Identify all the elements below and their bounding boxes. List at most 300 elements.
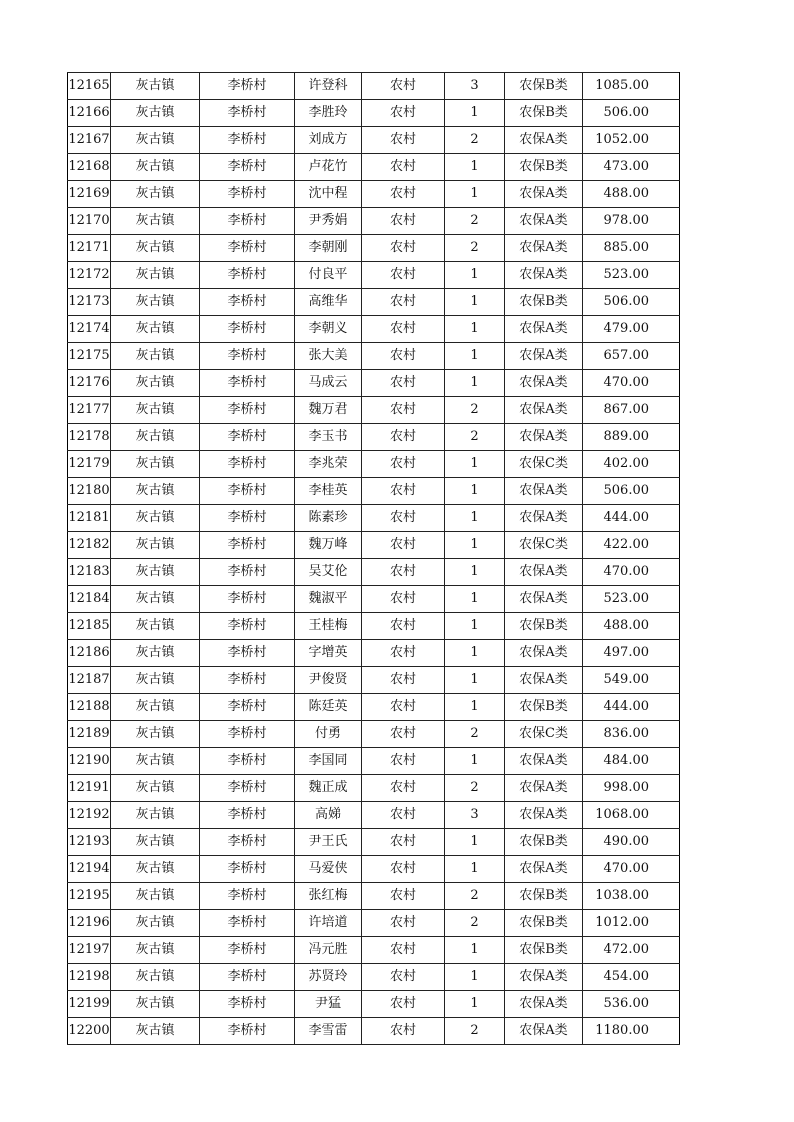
cell-amount: 470.00 (583, 856, 680, 883)
cell-village: 李桥村 (200, 397, 295, 424)
cell-insurance-category: 农保A类 (505, 343, 583, 370)
cell-household-size: 1 (445, 694, 505, 721)
cell-village: 李桥村 (200, 478, 295, 505)
cell-area-type: 农村 (362, 721, 445, 748)
cell-village: 李桥村 (200, 343, 295, 370)
cell-insurance-category: 农保A类 (505, 586, 583, 613)
cell-household-size: 3 (445, 73, 505, 100)
cell-village: 李桥村 (200, 1018, 295, 1045)
cell-household-size: 1 (445, 262, 505, 289)
cell-insurance-category: 农保A类 (505, 802, 583, 829)
cell-name: 李雪雷 (295, 1018, 362, 1045)
cell-name: 张红梅 (295, 883, 362, 910)
cell-village: 李桥村 (200, 424, 295, 451)
cell-town: 灰古镇 (111, 667, 200, 694)
cell-name: 付良平 (295, 262, 362, 289)
table-row (68, 991, 680, 1018)
cell-row-number: 12168 (68, 154, 111, 181)
cell-household-size: 2 (445, 235, 505, 262)
cell-area-type: 农村 (362, 127, 445, 154)
cell-name: 魏万峰 (295, 532, 362, 559)
cell-name: 李朝刚 (295, 235, 362, 262)
cell-village: 李桥村 (200, 775, 295, 802)
cell-town: 灰古镇 (111, 532, 200, 559)
cell-area-type: 农村 (362, 451, 445, 478)
cell-amount: 444.00 (583, 694, 680, 721)
cell-name: 许培道 (295, 910, 362, 937)
table-row (68, 397, 680, 424)
cell-row-number: 12198 (68, 964, 111, 991)
cell-area-type: 农村 (362, 775, 445, 802)
cell-row-number: 12187 (68, 667, 111, 694)
cell-town: 灰古镇 (111, 775, 200, 802)
cell-name: 字增英 (295, 640, 362, 667)
cell-household-size: 1 (445, 937, 505, 964)
cell-name: 尹猛 (295, 991, 362, 1018)
cell-amount: 657.00 (583, 343, 680, 370)
table-row (68, 964, 680, 991)
cell-amount: 1085.00 (583, 73, 680, 100)
cell-town: 灰古镇 (111, 856, 200, 883)
cell-amount: 885.00 (583, 235, 680, 262)
cell-household-size: 2 (445, 424, 505, 451)
cell-insurance-category: 农保A类 (505, 505, 583, 532)
table-row (68, 856, 680, 883)
table-row (68, 640, 680, 667)
cell-household-size: 2 (445, 775, 505, 802)
cell-row-number: 12178 (68, 424, 111, 451)
cell-insurance-category: 农保B类 (505, 883, 583, 910)
cell-insurance-category: 农保A类 (505, 181, 583, 208)
table-row (68, 802, 680, 829)
cell-town: 灰古镇 (111, 640, 200, 667)
cell-village: 李桥村 (200, 505, 295, 532)
cell-household-size: 2 (445, 1018, 505, 1045)
cell-name: 刘成方 (295, 127, 362, 154)
cell-amount: 422.00 (583, 532, 680, 559)
cell-amount: 473.00 (583, 154, 680, 181)
cell-name: 尹秀娟 (295, 208, 362, 235)
cell-insurance-category: 农保B类 (505, 100, 583, 127)
cell-amount: 523.00 (583, 262, 680, 289)
cell-insurance-category: 农保A类 (505, 1018, 583, 1045)
cell-area-type: 农村 (362, 532, 445, 559)
cell-area-type: 农村 (362, 748, 445, 775)
cell-area-type: 农村 (362, 802, 445, 829)
cell-name: 李胜玲 (295, 100, 362, 127)
cell-town: 灰古镇 (111, 73, 200, 100)
cell-insurance-category: 农保B类 (505, 829, 583, 856)
cell-row-number: 12165 (68, 73, 111, 100)
table-row (68, 937, 680, 964)
cell-village: 李桥村 (200, 802, 295, 829)
cell-insurance-category: 农保A类 (505, 856, 583, 883)
table-row (68, 289, 680, 316)
cell-name: 陈素珍 (295, 505, 362, 532)
cell-row-number: 12196 (68, 910, 111, 937)
cell-household-size: 1 (445, 505, 505, 532)
cell-village: 李桥村 (200, 694, 295, 721)
cell-town: 灰古镇 (111, 613, 200, 640)
table-row (68, 73, 680, 100)
cell-amount: 836.00 (583, 721, 680, 748)
cell-row-number: 12170 (68, 208, 111, 235)
cell-household-size: 1 (445, 478, 505, 505)
cell-name: 陈廷英 (295, 694, 362, 721)
cell-amount: 484.00 (583, 748, 680, 775)
cell-insurance-category: 农保C类 (505, 721, 583, 748)
cell-town: 灰古镇 (111, 451, 200, 478)
cell-area-type: 农村 (362, 964, 445, 991)
table-row (68, 667, 680, 694)
cell-area-type: 农村 (362, 937, 445, 964)
cell-village: 李桥村 (200, 127, 295, 154)
cell-village: 李桥村 (200, 73, 295, 100)
cell-town: 灰古镇 (111, 721, 200, 748)
cell-row-number: 12176 (68, 370, 111, 397)
cell-village: 李桥村 (200, 100, 295, 127)
cell-town: 灰古镇 (111, 964, 200, 991)
cell-household-size: 1 (445, 667, 505, 694)
cell-row-number: 12191 (68, 775, 111, 802)
cell-area-type: 农村 (362, 1018, 445, 1045)
cell-household-size: 1 (445, 316, 505, 343)
table-row (68, 316, 680, 343)
cell-name: 尹俊贤 (295, 667, 362, 694)
cell-household-size: 1 (445, 613, 505, 640)
cell-village: 李桥村 (200, 316, 295, 343)
cell-area-type: 农村 (362, 154, 445, 181)
cell-area-type: 农村 (362, 694, 445, 721)
cell-town: 灰古镇 (111, 181, 200, 208)
cell-row-number: 12177 (68, 397, 111, 424)
cell-insurance-category: 农保B类 (505, 694, 583, 721)
cell-household-size: 1 (445, 343, 505, 370)
cell-row-number: 12194 (68, 856, 111, 883)
cell-household-size: 2 (445, 208, 505, 235)
cell-row-number: 12186 (68, 640, 111, 667)
cell-area-type: 农村 (362, 424, 445, 451)
cell-amount: 454.00 (583, 964, 680, 991)
cell-village: 李桥村 (200, 640, 295, 667)
cell-area-type: 农村 (362, 640, 445, 667)
cell-amount: 1012.00 (583, 910, 680, 937)
cell-insurance-category: 农保C类 (505, 532, 583, 559)
cell-row-number: 12197 (68, 937, 111, 964)
cell-household-size: 3 (445, 802, 505, 829)
cell-area-type: 农村 (362, 343, 445, 370)
cell-name: 卢花竹 (295, 154, 362, 181)
cell-town: 灰古镇 (111, 343, 200, 370)
cell-area-type: 农村 (362, 370, 445, 397)
cell-insurance-category: 农保A类 (505, 370, 583, 397)
table-row (68, 910, 680, 937)
cell-village: 李桥村 (200, 883, 295, 910)
cell-row-number: 12169 (68, 181, 111, 208)
cell-insurance-category: 农保A类 (505, 397, 583, 424)
cell-village: 李桥村 (200, 856, 295, 883)
cell-amount: 1068.00 (583, 802, 680, 829)
cell-area-type: 农村 (362, 289, 445, 316)
cell-area-type: 农村 (362, 856, 445, 883)
cell-village: 李桥村 (200, 154, 295, 181)
cell-row-number: 12180 (68, 478, 111, 505)
cell-insurance-category: 农保A类 (505, 991, 583, 1018)
cell-household-size: 1 (445, 586, 505, 613)
table-row (68, 127, 680, 154)
cell-name: 魏正成 (295, 775, 362, 802)
cell-village: 李桥村 (200, 829, 295, 856)
cell-village: 李桥村 (200, 937, 295, 964)
cell-town: 灰古镇 (111, 208, 200, 235)
cell-town: 灰古镇 (111, 505, 200, 532)
relief-roster-table (67, 72, 680, 1045)
cell-row-number: 12172 (68, 262, 111, 289)
table-row (68, 235, 680, 262)
cell-name: 付勇 (295, 721, 362, 748)
cell-amount: 506.00 (583, 478, 680, 505)
cell-insurance-category: 农保B类 (505, 613, 583, 640)
cell-area-type: 农村 (362, 181, 445, 208)
cell-village: 李桥村 (200, 559, 295, 586)
cell-town: 灰古镇 (111, 316, 200, 343)
cell-household-size: 1 (445, 532, 505, 559)
cell-area-type: 农村 (362, 397, 445, 424)
cell-insurance-category: 农保A类 (505, 667, 583, 694)
cell-amount: 1052.00 (583, 127, 680, 154)
cell-insurance-category: 农保A类 (505, 964, 583, 991)
cell-area-type: 农村 (362, 73, 445, 100)
cell-amount: 506.00 (583, 100, 680, 127)
cell-row-number: 12174 (68, 316, 111, 343)
cell-name: 许登科 (295, 73, 362, 100)
cell-area-type: 农村 (362, 586, 445, 613)
table-row (68, 775, 680, 802)
cell-row-number: 12175 (68, 343, 111, 370)
cell-row-number: 12173 (68, 289, 111, 316)
table-row (68, 505, 680, 532)
cell-village: 李桥村 (200, 532, 295, 559)
cell-insurance-category: 农保A类 (505, 559, 583, 586)
cell-town: 灰古镇 (111, 559, 200, 586)
cell-amount: 1180.00 (583, 1018, 680, 1045)
cell-insurance-category: 农保A类 (505, 775, 583, 802)
cell-name: 尹王氏 (295, 829, 362, 856)
cell-amount: 536.00 (583, 991, 680, 1018)
cell-area-type: 农村 (362, 667, 445, 694)
cell-town: 灰古镇 (111, 937, 200, 964)
table-row (68, 559, 680, 586)
table-body (68, 73, 680, 1045)
cell-area-type: 农村 (362, 613, 445, 640)
cell-household-size: 2 (445, 883, 505, 910)
cell-town: 灰古镇 (111, 1018, 200, 1045)
cell-insurance-category: 农保B类 (505, 154, 583, 181)
cell-amount: 444.00 (583, 505, 680, 532)
cell-village: 李桥村 (200, 586, 295, 613)
cell-insurance-category: 农保A类 (505, 640, 583, 667)
table-row (68, 451, 680, 478)
cell-amount: 402.00 (583, 451, 680, 478)
cell-insurance-category: 农保A类 (505, 478, 583, 505)
table-row (68, 1018, 680, 1045)
cell-insurance-category: 农保A类 (505, 127, 583, 154)
cell-name: 马爱侠 (295, 856, 362, 883)
cell-amount: 479.00 (583, 316, 680, 343)
cell-name: 冯元胜 (295, 937, 362, 964)
cell-name: 李桂英 (295, 478, 362, 505)
cell-area-type: 农村 (362, 316, 445, 343)
cell-name: 王桂梅 (295, 613, 362, 640)
cell-household-size: 1 (445, 559, 505, 586)
cell-row-number: 12185 (68, 613, 111, 640)
cell-household-size: 1 (445, 991, 505, 1018)
cell-amount: 488.00 (583, 181, 680, 208)
table-row (68, 154, 680, 181)
cell-household-size: 2 (445, 721, 505, 748)
cell-amount: 1038.00 (583, 883, 680, 910)
cell-household-size: 1 (445, 289, 505, 316)
table-row (68, 343, 680, 370)
cell-household-size: 1 (445, 451, 505, 478)
cell-village: 李桥村 (200, 370, 295, 397)
cell-area-type: 农村 (362, 883, 445, 910)
cell-name: 沈中程 (295, 181, 362, 208)
cell-row-number: 12189 (68, 721, 111, 748)
cell-name: 高娣 (295, 802, 362, 829)
cell-insurance-category: 农保C类 (505, 451, 583, 478)
table-row (68, 424, 680, 451)
cell-amount: 497.00 (583, 640, 680, 667)
cell-area-type: 农村 (362, 208, 445, 235)
table-row (68, 370, 680, 397)
cell-row-number: 12195 (68, 883, 111, 910)
cell-village: 李桥村 (200, 721, 295, 748)
cell-household-size: 1 (445, 748, 505, 775)
cell-insurance-category: 农保A类 (505, 262, 583, 289)
cell-area-type: 农村 (362, 235, 445, 262)
table-row (68, 748, 680, 775)
table-row (68, 586, 680, 613)
cell-town: 灰古镇 (111, 397, 200, 424)
cell-village: 李桥村 (200, 289, 295, 316)
cell-town: 灰古镇 (111, 289, 200, 316)
cell-town: 灰古镇 (111, 100, 200, 127)
cell-insurance-category: 农保B类 (505, 937, 583, 964)
cell-amount: 978.00 (583, 208, 680, 235)
cell-amount: 867.00 (583, 397, 680, 424)
cell-amount: 523.00 (583, 586, 680, 613)
cell-village: 李桥村 (200, 613, 295, 640)
cell-amount: 472.00 (583, 937, 680, 964)
cell-amount: 998.00 (583, 775, 680, 802)
cell-town: 灰古镇 (111, 370, 200, 397)
cell-name: 马成云 (295, 370, 362, 397)
table-row (68, 721, 680, 748)
cell-town: 灰古镇 (111, 694, 200, 721)
cell-household-size: 1 (445, 964, 505, 991)
cell-village: 李桥村 (200, 991, 295, 1018)
cell-household-size: 1 (445, 100, 505, 127)
table-row (68, 478, 680, 505)
cell-row-number: 12166 (68, 100, 111, 127)
cell-amount: 506.00 (583, 289, 680, 316)
cell-insurance-category: 农保A类 (505, 748, 583, 775)
cell-town: 灰古镇 (111, 424, 200, 451)
cell-row-number: 12190 (68, 748, 111, 775)
table-row (68, 181, 680, 208)
cell-amount: 470.00 (583, 559, 680, 586)
cell-insurance-category: 农保B类 (505, 289, 583, 316)
cell-insurance-category: 农保A类 (505, 235, 583, 262)
cell-household-size: 1 (445, 181, 505, 208)
cell-row-number: 12183 (68, 559, 111, 586)
cell-insurance-category: 农保B类 (505, 910, 583, 937)
cell-name: 高维华 (295, 289, 362, 316)
cell-row-number: 12171 (68, 235, 111, 262)
cell-name: 魏淑平 (295, 586, 362, 613)
cell-area-type: 农村 (362, 910, 445, 937)
cell-town: 灰古镇 (111, 748, 200, 775)
cell-household-size: 2 (445, 397, 505, 424)
cell-village: 李桥村 (200, 235, 295, 262)
cell-town: 灰古镇 (111, 127, 200, 154)
cell-area-type: 农村 (362, 505, 445, 532)
cell-row-number: 12167 (68, 127, 111, 154)
cell-household-size: 1 (445, 829, 505, 856)
cell-name: 魏万君 (295, 397, 362, 424)
cell-village: 李桥村 (200, 667, 295, 694)
cell-name: 张大美 (295, 343, 362, 370)
cell-household-size: 1 (445, 154, 505, 181)
cell-town: 灰古镇 (111, 235, 200, 262)
cell-household-size: 1 (445, 640, 505, 667)
cell-amount: 889.00 (583, 424, 680, 451)
cell-town: 灰古镇 (111, 883, 200, 910)
cell-area-type: 农村 (362, 829, 445, 856)
table-row (68, 694, 680, 721)
cell-household-size: 1 (445, 370, 505, 397)
cell-row-number: 12179 (68, 451, 111, 478)
cell-village: 李桥村 (200, 451, 295, 478)
cell-name: 李朝义 (295, 316, 362, 343)
cell-area-type: 农村 (362, 559, 445, 586)
cell-name: 吴艾伦 (295, 559, 362, 586)
cell-village: 李桥村 (200, 262, 295, 289)
cell-town: 灰古镇 (111, 154, 200, 181)
cell-area-type: 农村 (362, 100, 445, 127)
cell-village: 李桥村 (200, 208, 295, 235)
cell-insurance-category: 农保A类 (505, 316, 583, 343)
table-row (68, 100, 680, 127)
cell-town: 灰古镇 (111, 802, 200, 829)
cell-household-size: 1 (445, 856, 505, 883)
cell-town: 灰古镇 (111, 478, 200, 505)
cell-row-number: 12200 (68, 1018, 111, 1045)
table-row (68, 883, 680, 910)
cell-area-type: 农村 (362, 478, 445, 505)
cell-row-number: 12193 (68, 829, 111, 856)
cell-amount: 488.00 (583, 613, 680, 640)
cell-name: 李国同 (295, 748, 362, 775)
cell-row-number: 12184 (68, 586, 111, 613)
cell-row-number: 12182 (68, 532, 111, 559)
cell-village: 李桥村 (200, 181, 295, 208)
table-row (68, 829, 680, 856)
cell-name: 李兆荣 (295, 451, 362, 478)
cell-row-number: 12188 (68, 694, 111, 721)
cell-name: 苏贤玲 (295, 964, 362, 991)
